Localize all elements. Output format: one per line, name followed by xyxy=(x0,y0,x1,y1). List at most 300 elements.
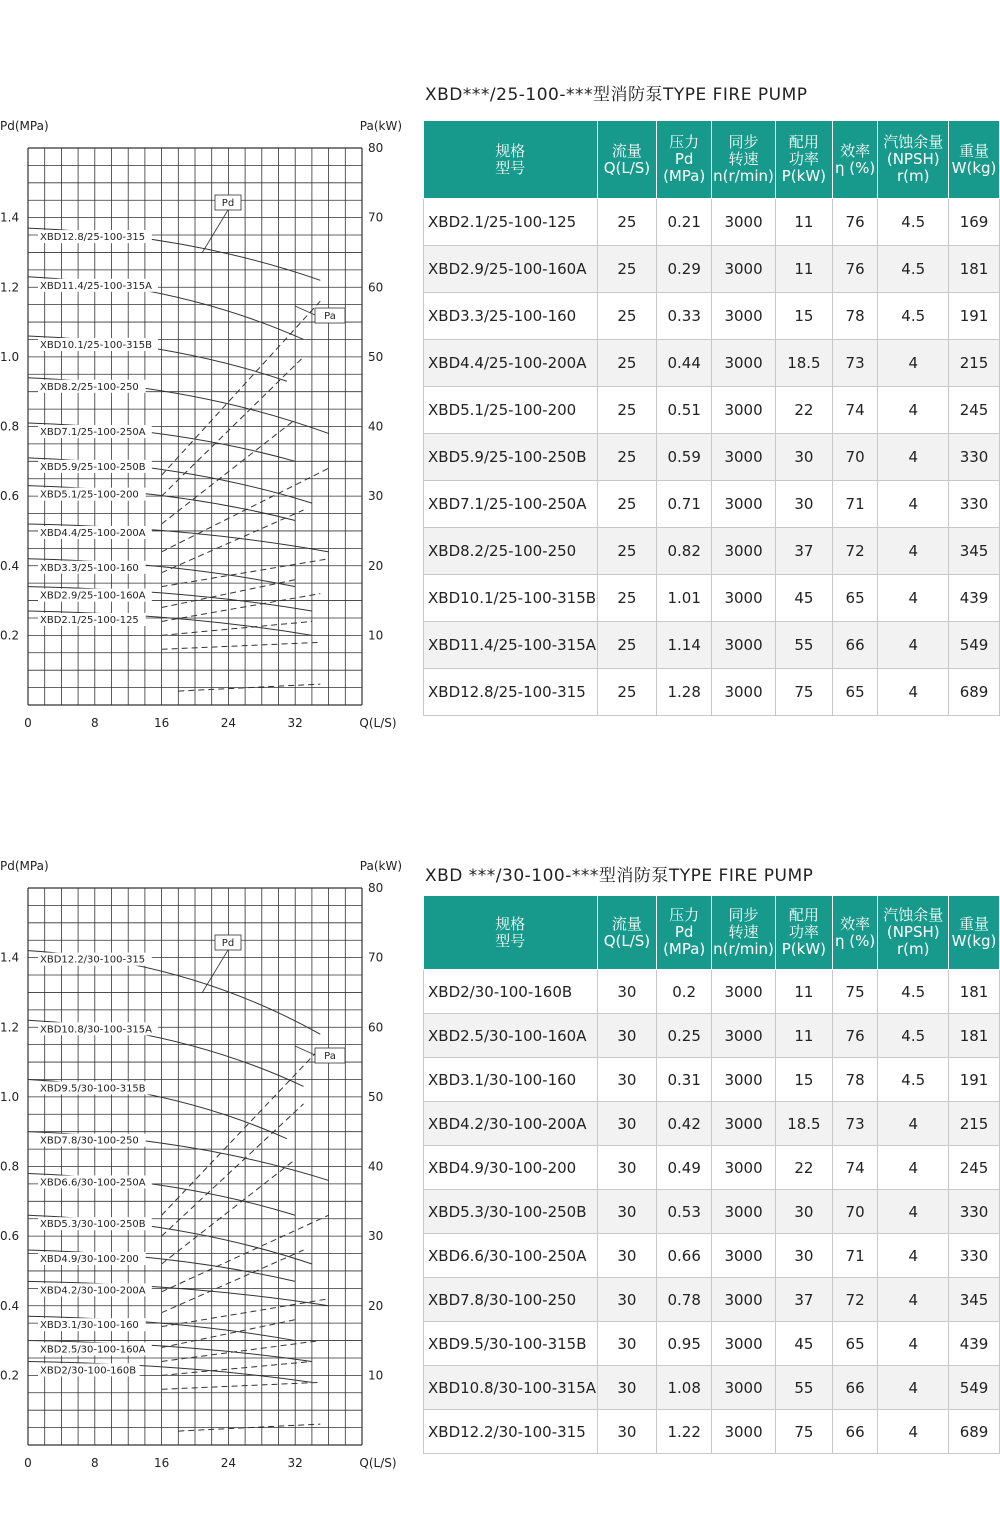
table-row xyxy=(424,575,1000,622)
cell-speed: 3000 xyxy=(712,669,776,716)
x-tick-label: 0 xyxy=(24,1456,32,1470)
table-row xyxy=(424,387,1000,434)
column-header-line: W(kg) xyxy=(951,931,997,950)
cell-pressure: 1.14 xyxy=(657,622,712,669)
cell-flow: 30 xyxy=(597,1366,657,1410)
section-title-30: XBD ***/30-100-***型消防泵TYPE FIRE PUMP xyxy=(425,866,814,886)
table-row xyxy=(424,1190,1000,1234)
column-header-line: 压力 xyxy=(669,133,700,151)
x-tick-label: 32 xyxy=(287,1456,303,1470)
curve-label: XBD6.6/30-100-250A xyxy=(40,1177,146,1189)
cell-efficiency: 70 xyxy=(832,1190,878,1234)
column-header-model xyxy=(424,121,598,199)
cell-weight: 245 xyxy=(949,387,1000,434)
curve-label: XBD4.4/25-100-200A xyxy=(40,527,146,539)
y-tick-label: 0.4 xyxy=(0,1298,20,1313)
column-header-line: 重量 xyxy=(959,914,990,933)
cell-pressure: 0.29 xyxy=(657,246,712,293)
cell-power: 18.5 xyxy=(776,1102,833,1146)
curve-label: XBD4.9/30-100-200 xyxy=(40,1254,139,1266)
pa-curve xyxy=(162,594,321,622)
cell-npsh: 4.5 xyxy=(878,970,949,1014)
y2-tick-label: 80 xyxy=(368,141,384,155)
cell-model: XBD10.8/30-100-315A xyxy=(424,1366,598,1410)
column-header-line: 压力 xyxy=(669,906,700,924)
column-header-line: 配用 xyxy=(788,906,819,924)
cell-weight: 345 xyxy=(949,528,1000,575)
cell-npsh: 4 xyxy=(878,387,949,434)
cell-pressure: 0.42 xyxy=(657,1102,712,1146)
cell-flow: 30 xyxy=(597,1014,657,1058)
curve-label: XBD12.2/30-100-315 xyxy=(40,954,146,966)
cell-model: XBD5.9/25-100-250B xyxy=(424,434,598,481)
table-row xyxy=(424,1058,1000,1102)
cell-flow: 30 xyxy=(597,1190,657,1234)
cell-pressure: 0.21 xyxy=(657,199,712,246)
cell-efficiency: 74 xyxy=(832,387,878,434)
column-header-line: W(kg) xyxy=(951,158,997,177)
cell-npsh: 4 xyxy=(878,1410,949,1454)
y2-tick-label: 20 xyxy=(368,558,384,573)
column-header-efficiency xyxy=(832,896,878,970)
cell-model: XBD10.1/25-100-315B xyxy=(424,575,598,622)
curve-label: XBD2.5/30-100-160A xyxy=(40,1344,146,1356)
curve-label: XBD10.1/25-100-315B xyxy=(40,339,153,351)
cell-model: XBD3.1/30-100-160 xyxy=(424,1058,598,1102)
cell-flow: 30 xyxy=(597,1322,657,1366)
y-tick-label: 1.4 xyxy=(0,950,20,965)
table-row xyxy=(424,1146,1000,1190)
table-row xyxy=(424,1234,1000,1278)
cell-flow: 30 xyxy=(597,970,657,1014)
cell-flow: 25 xyxy=(597,528,657,575)
spec-table-30 xyxy=(423,895,1000,1454)
cell-power: 45 xyxy=(776,1322,833,1366)
y-tick-label: 0.6 xyxy=(0,1229,20,1244)
y2-tick-label: 50 xyxy=(368,349,384,364)
cell-power: 15 xyxy=(776,293,833,340)
cell-npsh: 4.5 xyxy=(878,1058,949,1102)
cell-speed: 3000 xyxy=(712,1014,776,1058)
cell-efficiency: 76 xyxy=(832,246,878,293)
cell-weight: 330 xyxy=(949,1234,1000,1278)
cell-weight: 181 xyxy=(949,970,1000,1014)
curve-label: XBD2.9/25-100-160A xyxy=(40,590,146,602)
curve-label: XBD7.8/30-100-250 xyxy=(40,1135,139,1147)
cell-pressure: 0.44 xyxy=(657,340,712,387)
cell-power: 11 xyxy=(776,1014,833,1058)
cell-model: XBD12.8/25-100-315 xyxy=(424,669,598,716)
column-header-line: 配用 xyxy=(788,133,819,151)
cell-weight: 345 xyxy=(949,1278,1000,1322)
cell-model: XBD7.8/30-100-250 xyxy=(424,1278,598,1322)
column-header-line: n(r/min) xyxy=(713,167,774,185)
pd-annotation-leader xyxy=(202,210,228,253)
cell-flow: 25 xyxy=(597,199,657,246)
y2-axis-label: Pa(kW) xyxy=(359,859,402,873)
cell-model: XBD4.9/30-100-200 xyxy=(424,1146,598,1190)
curve-label: XBD7.1/25-100-250A xyxy=(40,427,146,439)
cell-power: 11 xyxy=(776,970,833,1014)
column-header-line: η (%) xyxy=(834,158,876,177)
cell-model: XBD3.3/25-100-160 xyxy=(424,293,598,340)
cell-npsh: 4 xyxy=(878,1190,949,1234)
cell-weight: 215 xyxy=(949,1102,1000,1146)
column-header-line: 型号 xyxy=(495,158,526,177)
table-row xyxy=(424,481,1000,528)
cell-power: 45 xyxy=(776,575,833,622)
cell-pressure: 0.59 xyxy=(657,434,712,481)
x-tick-label: 24 xyxy=(220,1456,237,1470)
cell-model: XBD11.4/25-100-315A xyxy=(424,622,598,669)
cell-weight: 245 xyxy=(949,1146,1000,1190)
cell-speed: 3000 xyxy=(712,246,776,293)
table-row xyxy=(424,669,1000,716)
cell-weight: 689 xyxy=(949,669,1000,716)
table-row xyxy=(424,970,1000,1014)
curve-label: XBD12.8/25-100-315 xyxy=(40,232,146,244)
cell-flow: 25 xyxy=(597,293,657,340)
cell-power: 11 xyxy=(776,246,833,293)
cell-speed: 3000 xyxy=(712,340,776,387)
column-header-line: Q(L/S) xyxy=(603,931,651,950)
cell-npsh: 4 xyxy=(878,1102,949,1146)
y2-tick-label: 30 xyxy=(368,489,384,504)
cell-flow: 25 xyxy=(597,434,657,481)
section-title-25: XBD***/25-100-***型消防泵TYPE FIRE PUMP xyxy=(425,85,808,105)
pa-curve xyxy=(162,301,321,475)
pd-annotation: Pd xyxy=(221,198,235,209)
cell-pressure: 0.2 xyxy=(657,970,712,1014)
column-header-line: Pd xyxy=(674,150,694,168)
curve-label: XBD10.8/30-100-315A xyxy=(40,1024,153,1036)
cell-speed: 3000 xyxy=(712,434,776,481)
column-header-line: 汽蚀余量 xyxy=(883,906,944,924)
cell-speed: 3000 xyxy=(712,387,776,434)
column-header-line: (MPa) xyxy=(663,940,706,958)
cell-efficiency: 72 xyxy=(832,528,878,575)
cell-speed: 3000 xyxy=(712,1322,776,1366)
cell-efficiency: 65 xyxy=(832,575,878,622)
cell-efficiency: 66 xyxy=(832,1366,878,1410)
cell-power: 75 xyxy=(776,1410,833,1454)
cell-flow: 30 xyxy=(597,1102,657,1146)
cell-pressure: 0.49 xyxy=(657,1146,712,1190)
cell-efficiency: 66 xyxy=(832,622,878,669)
y2-tick-label: 60 xyxy=(368,1020,384,1035)
curve-label: XBD5.3/30-100-250B xyxy=(40,1219,146,1231)
cell-weight: 191 xyxy=(949,1058,1000,1102)
cell-efficiency: 73 xyxy=(832,1102,878,1146)
cell-pressure: 1.28 xyxy=(657,669,712,716)
column-header-line: (NPSH) xyxy=(886,150,940,168)
cell-npsh: 4.5 xyxy=(878,199,949,246)
column-header-line: 重量 xyxy=(959,141,990,160)
cell-pressure: 1.22 xyxy=(657,1410,712,1454)
cell-npsh: 4 xyxy=(878,669,949,716)
y2-tick-label: 60 xyxy=(368,280,384,295)
x-tick-label: 32 xyxy=(287,716,303,730)
cell-pressure: 0.51 xyxy=(657,387,712,434)
y-tick-label: 0.6 xyxy=(0,489,20,504)
table-row xyxy=(424,340,1000,387)
cell-efficiency: 76 xyxy=(832,1014,878,1058)
cell-flow: 30 xyxy=(597,1278,657,1322)
cell-efficiency: 75 xyxy=(832,970,878,1014)
cell-npsh: 4 xyxy=(878,481,949,528)
table-row xyxy=(424,1322,1000,1366)
y-tick-label: 1.0 xyxy=(0,349,20,364)
y-tick-label: 1.2 xyxy=(0,1020,20,1035)
curve-label: XBD2.1/25-100-125 xyxy=(40,615,139,627)
cell-speed: 3000 xyxy=(712,1190,776,1234)
y2-tick-label: 20 xyxy=(368,1298,384,1313)
column-header-power xyxy=(776,121,833,199)
column-header-line: 流量 xyxy=(611,914,642,933)
cell-npsh: 4 xyxy=(878,434,949,481)
cell-power: 55 xyxy=(776,1366,833,1410)
cell-flow: 30 xyxy=(597,1410,657,1454)
cell-npsh: 4 xyxy=(878,528,949,575)
curve-label: XBD3.3/25-100-160 xyxy=(40,562,139,574)
cell-efficiency: 78 xyxy=(832,293,878,340)
cell-weight: 169 xyxy=(949,199,1000,246)
column-header-line: (NPSH) xyxy=(886,923,940,941)
y-tick-label: 1.4 xyxy=(0,210,20,225)
column-header-npsh xyxy=(878,121,949,199)
cell-model: XBD8.2/25-100-250 xyxy=(424,528,598,575)
column-header-efficiency xyxy=(832,121,878,199)
curve-label: XBD5.9/25-100-250B xyxy=(40,461,146,473)
cell-pressure: 0.33 xyxy=(657,293,712,340)
column-header-line: n(r/min) xyxy=(713,940,774,958)
table-row xyxy=(424,528,1000,575)
table-row xyxy=(424,1366,1000,1410)
cell-weight: 191 xyxy=(949,293,1000,340)
cell-flow: 25 xyxy=(597,340,657,387)
curve-label: XBD8.2/25-100-250 xyxy=(40,381,139,393)
cell-speed: 3000 xyxy=(712,199,776,246)
cell-npsh: 4 xyxy=(878,575,949,622)
cell-power: 37 xyxy=(776,1278,833,1322)
cell-speed: 3000 xyxy=(712,481,776,528)
cell-power: 30 xyxy=(776,1234,833,1278)
y-axis-label: Pd(MPa) xyxy=(0,119,49,133)
y-tick-label: 0.8 xyxy=(0,419,20,434)
cell-power: 37 xyxy=(776,528,833,575)
column-header-line: 流量 xyxy=(611,141,642,160)
cell-model: XBD9.5/30-100-315B xyxy=(424,1322,598,1366)
cell-model: XBD7.1/25-100-250A xyxy=(424,481,598,528)
cell-speed: 3000 xyxy=(712,1058,776,1102)
column-header-pressure xyxy=(657,896,712,970)
column-header-flow xyxy=(597,121,657,199)
cell-npsh: 4 xyxy=(878,622,949,669)
chart-svg xyxy=(0,850,410,1470)
cell-model: XBD2/30-100-160B xyxy=(424,970,598,1014)
cell-speed: 3000 xyxy=(712,1234,776,1278)
y-tick-label: 0.4 xyxy=(0,558,20,573)
column-header-line: 转速 xyxy=(728,150,759,168)
cell-power: 18.5 xyxy=(776,340,833,387)
cell-weight: 549 xyxy=(949,1366,1000,1410)
pa-annotation: Pa xyxy=(324,1051,336,1062)
table-row xyxy=(424,1102,1000,1146)
column-header-line: (MPa) xyxy=(663,167,706,185)
cell-weight: 689 xyxy=(949,1410,1000,1454)
cell-npsh: 4 xyxy=(878,340,949,387)
cell-flow: 25 xyxy=(597,575,657,622)
column-header-model xyxy=(424,896,598,970)
column-header-npsh xyxy=(878,896,949,970)
cell-power: 11 xyxy=(776,199,833,246)
column-header-line: 规格 xyxy=(495,914,526,933)
cell-flow: 30 xyxy=(597,1146,657,1190)
pa-annotation: Pa xyxy=(324,311,336,322)
cell-pressure: 0.66 xyxy=(657,1234,712,1278)
table-row xyxy=(424,199,1000,246)
cell-model: XBD2.1/25-100-125 xyxy=(424,199,598,246)
cell-model: XBD2.5/30-100-160A xyxy=(424,1014,598,1058)
cell-flow: 30 xyxy=(597,1234,657,1278)
cell-efficiency: 73 xyxy=(832,340,878,387)
cell-pressure: 0.71 xyxy=(657,481,712,528)
y2-tick-label: 40 xyxy=(368,419,384,434)
cell-pressure: 0.53 xyxy=(657,1190,712,1234)
column-header-line: P(kW) xyxy=(781,940,827,958)
table-row xyxy=(424,434,1000,481)
cell-flow: 25 xyxy=(597,481,657,528)
cell-weight: 215 xyxy=(949,340,1000,387)
cell-flow: 25 xyxy=(597,622,657,669)
cell-efficiency: 71 xyxy=(832,1234,878,1278)
cell-power: 22 xyxy=(776,387,833,434)
column-header-line: Pd xyxy=(674,923,694,941)
cell-efficiency: 74 xyxy=(832,1146,878,1190)
column-header-line: 规格 xyxy=(495,141,526,160)
y2-tick-label: 40 xyxy=(368,1159,384,1174)
cell-speed: 3000 xyxy=(712,1146,776,1190)
curve-label: XBD4.2/30-100-200A xyxy=(40,1285,146,1297)
cell-efficiency: 78 xyxy=(832,1058,878,1102)
cell-speed: 3000 xyxy=(712,970,776,1014)
cell-npsh: 4 xyxy=(878,1146,949,1190)
y2-tick-label: 50 xyxy=(368,1089,384,1104)
cell-speed: 3000 xyxy=(712,1278,776,1322)
column-header-line: 效率 xyxy=(840,914,871,933)
cell-weight: 439 xyxy=(949,575,1000,622)
y2-tick-label: 70 xyxy=(368,210,384,225)
table-row xyxy=(424,1014,1000,1058)
pa-curve xyxy=(162,1382,321,1389)
y-tick-label: 1.0 xyxy=(0,1089,20,1104)
cell-model: XBD4.2/30-100-200A xyxy=(424,1102,598,1146)
table-row xyxy=(424,1278,1000,1322)
cell-npsh: 4 xyxy=(878,1322,949,1366)
column-header-line: η (%) xyxy=(834,931,876,950)
performance-chart-25 xyxy=(0,110,410,730)
cell-speed: 3000 xyxy=(712,1410,776,1454)
column-header-line: 同步 xyxy=(728,906,759,924)
column-header-weight xyxy=(949,121,1000,199)
cell-weight: 330 xyxy=(949,434,1000,481)
cell-npsh: 4 xyxy=(878,1234,949,1278)
cell-efficiency: 65 xyxy=(832,669,878,716)
cell-weight: 330 xyxy=(949,1190,1000,1234)
column-header-speed xyxy=(712,121,776,199)
performance-chart-30 xyxy=(0,850,410,1470)
cell-model: XBD2.9/25-100-160A xyxy=(424,246,598,293)
cell-speed: 3000 xyxy=(712,1366,776,1410)
x-tick-label: 0 xyxy=(24,716,32,730)
curve-label: XBD11.4/25-100-315A xyxy=(40,280,153,292)
chart-svg xyxy=(0,110,410,730)
cell-efficiency: 70 xyxy=(832,434,878,481)
cell-speed: 3000 xyxy=(712,1102,776,1146)
cell-flow: 25 xyxy=(597,387,657,434)
cell-npsh: 4.5 xyxy=(878,293,949,340)
table-row xyxy=(424,622,1000,669)
cell-model: XBD5.3/30-100-250B xyxy=(424,1190,598,1234)
column-header-line: 功率 xyxy=(788,923,819,941)
cell-pressure: 1.08 xyxy=(657,1366,712,1410)
y2-tick-label: 70 xyxy=(368,950,384,965)
curve-label: XBD9.5/30-100-315B xyxy=(40,1083,146,1095)
cell-weight: 181 xyxy=(949,1014,1000,1058)
cell-pressure: 0.78 xyxy=(657,1278,712,1322)
x-tick-label: 24 xyxy=(220,716,237,730)
cell-power: 22 xyxy=(776,1146,833,1190)
cell-efficiency: 76 xyxy=(832,199,878,246)
pd-annotation-leader xyxy=(202,950,228,993)
column-header-line: P(kW) xyxy=(781,167,827,185)
curve-label: XBD2/30-100-160B xyxy=(40,1365,137,1377)
column-header-power xyxy=(776,896,833,970)
x-tick-label: 8 xyxy=(90,1456,99,1470)
cell-weight: 549 xyxy=(949,622,1000,669)
cell-pressure: 1.01 xyxy=(657,575,712,622)
cell-efficiency: 71 xyxy=(832,481,878,528)
table-row xyxy=(424,293,1000,340)
cell-model: XBD4.4/25-100-200A xyxy=(424,340,598,387)
cell-power: 30 xyxy=(776,434,833,481)
column-header-line: 汽蚀余量 xyxy=(883,133,944,151)
cell-weight: 330 xyxy=(949,481,1000,528)
pd-annotation: Pd xyxy=(221,938,235,949)
cell-pressure: 0.31 xyxy=(657,1058,712,1102)
cell-power: 30 xyxy=(776,481,833,528)
cell-efficiency: 66 xyxy=(832,1410,878,1454)
column-header-line: 同步 xyxy=(728,133,759,151)
x-tick-label: 8 xyxy=(90,716,99,730)
column-header-flow xyxy=(597,896,657,970)
column-header-line: Q(L/S) xyxy=(603,158,651,177)
column-header-line: r(m) xyxy=(896,167,930,185)
cell-npsh: 4.5 xyxy=(878,1014,949,1058)
spec-table-25 xyxy=(423,120,1000,716)
cell-power: 75 xyxy=(776,669,833,716)
x-axis-label: Q(L/S) xyxy=(359,716,397,730)
table-row xyxy=(424,1410,1000,1454)
cell-model: XBD12.2/30-100-315 xyxy=(424,1410,598,1454)
cell-npsh: 4.5 xyxy=(878,246,949,293)
cell-pressure: 0.95 xyxy=(657,1322,712,1366)
cell-model: XBD6.6/30-100-250A xyxy=(424,1234,598,1278)
cell-efficiency: 65 xyxy=(832,1322,878,1366)
y-tick-label: 1.2 xyxy=(0,280,20,295)
x-tick-label: 16 xyxy=(153,716,170,730)
column-header-weight xyxy=(949,896,1000,970)
